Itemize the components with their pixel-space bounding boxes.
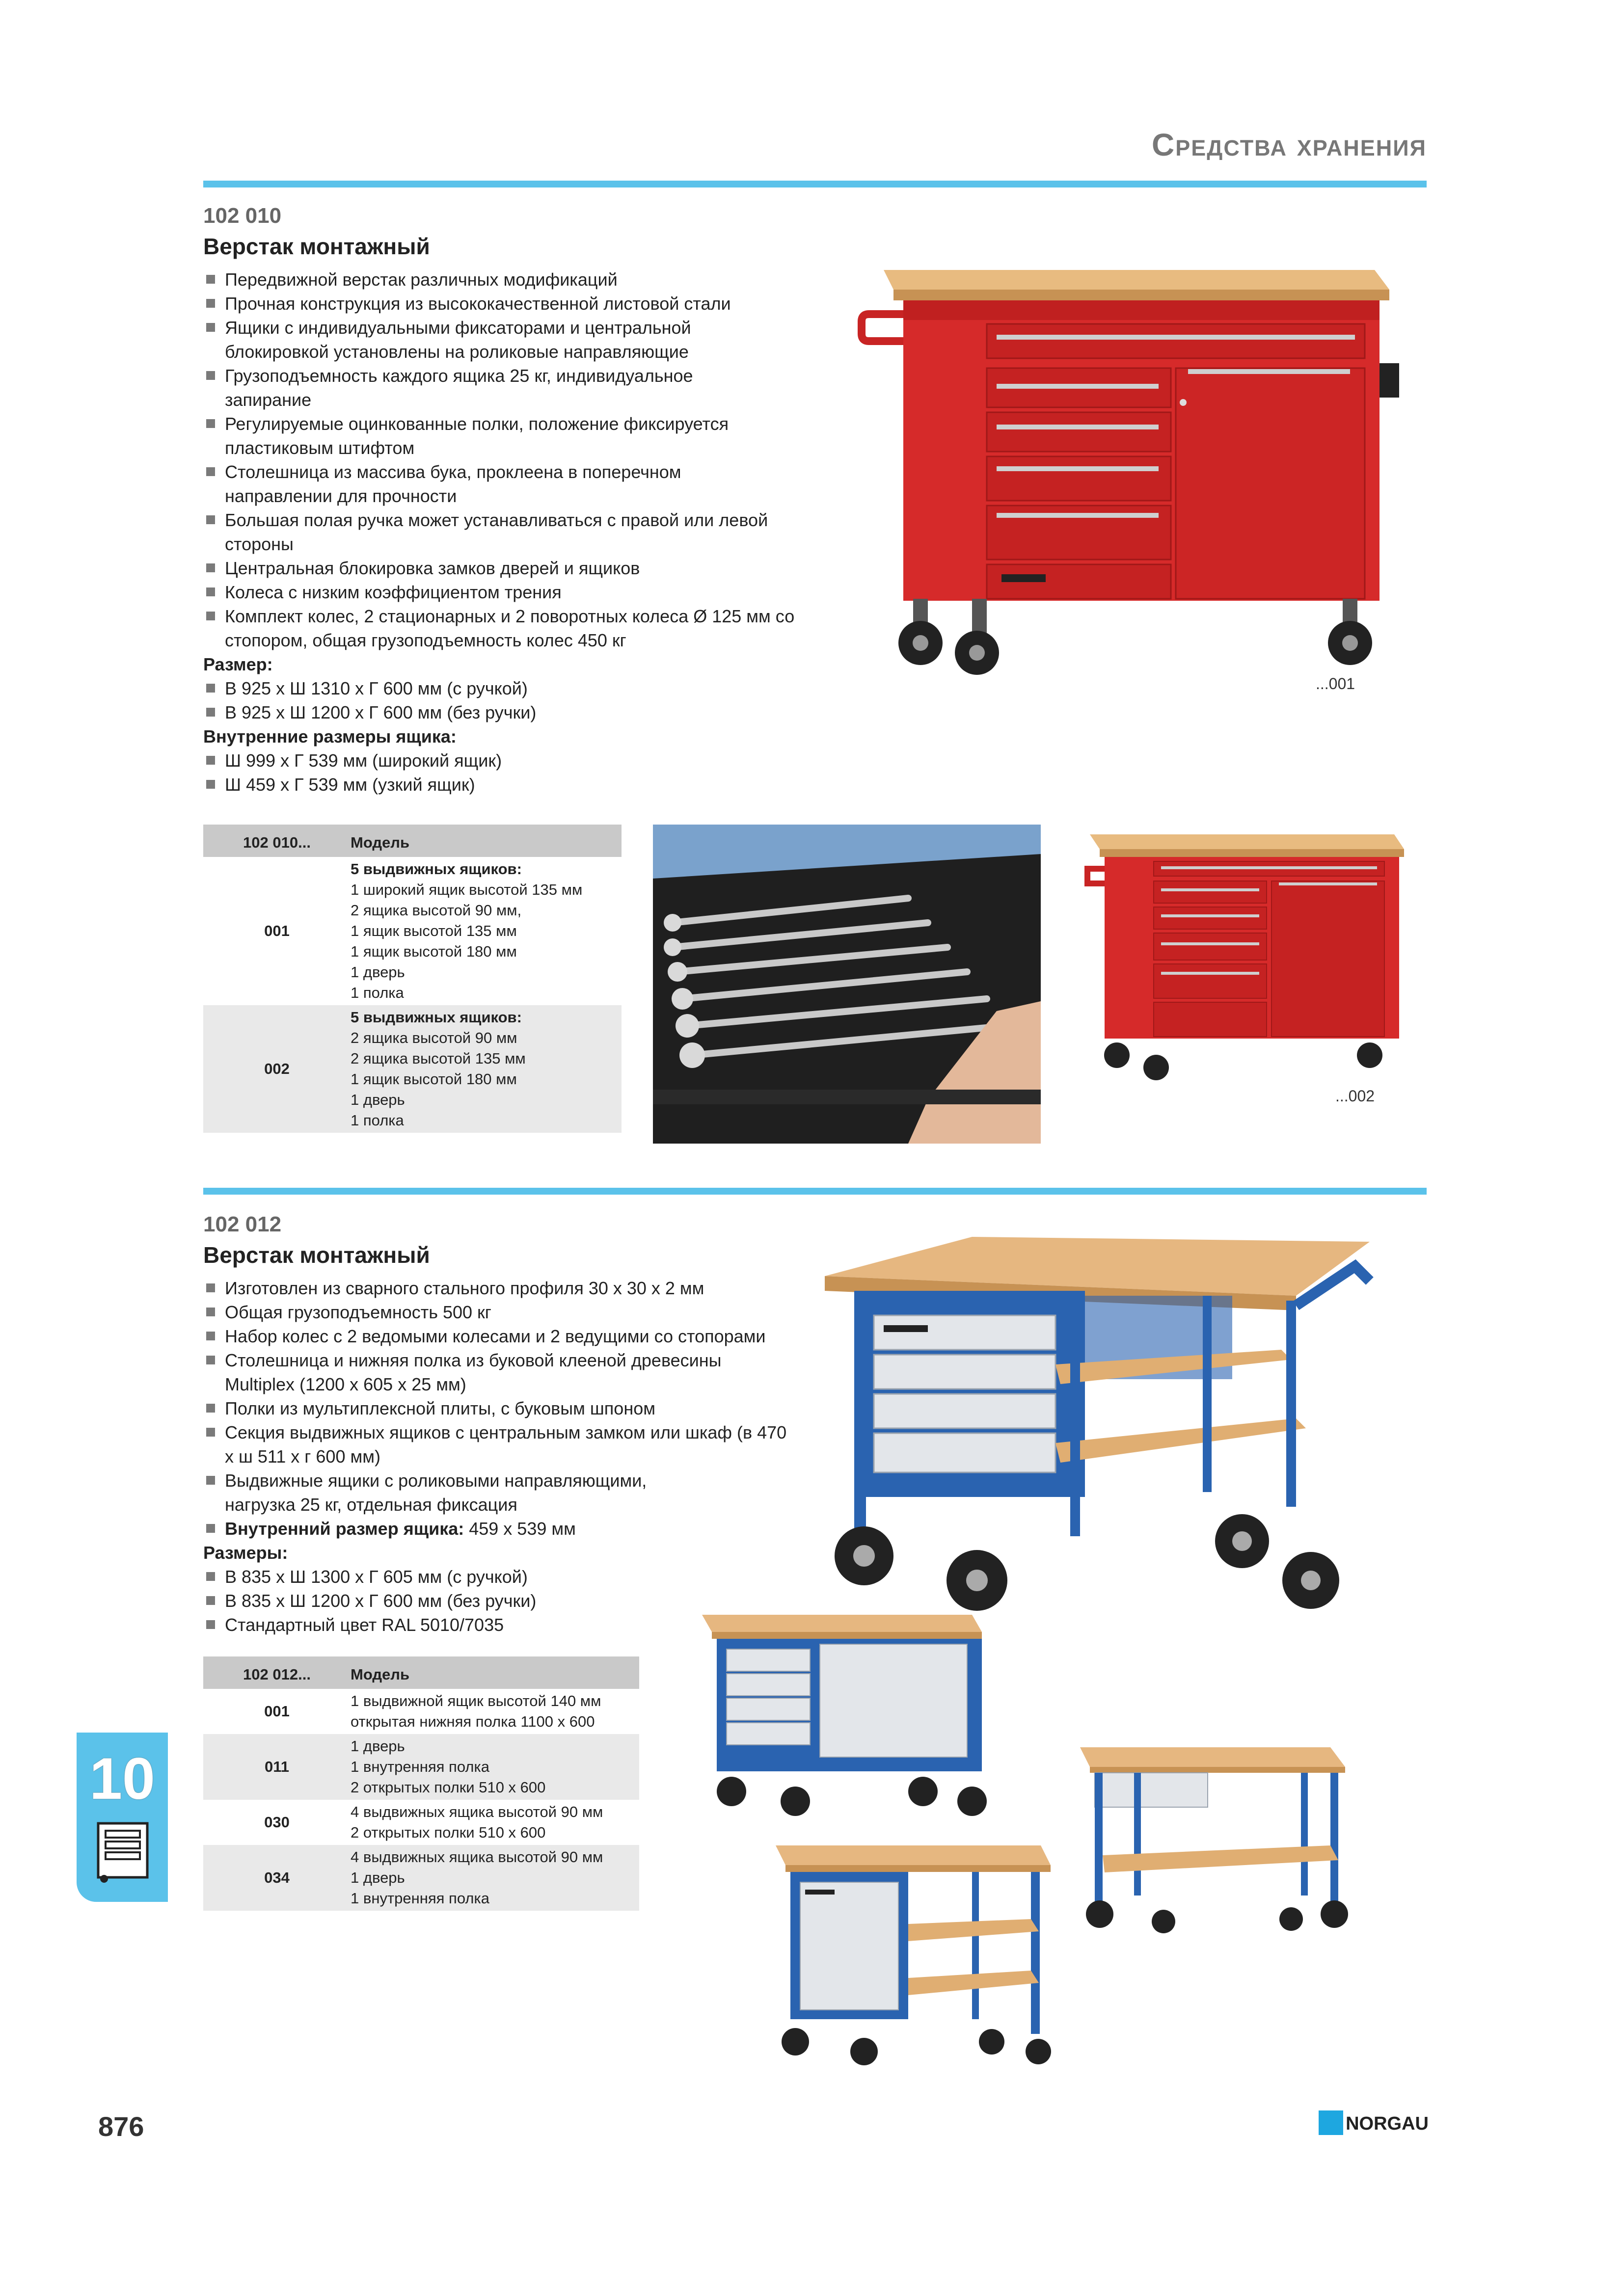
feature-item: Столешница и нижняя полка из буковой клееной древесины Multiplex (1200 х 605 х 25 мм) <box>203 1348 775 1396</box>
product2-code: 102 012 <box>203 1212 282 1236</box>
row-line: 1 ящик высотой 135 мм <box>351 922 517 939</box>
row-line: 1 выдвижной ящик высотой 140 мм <box>351 1692 601 1709</box>
row-head: 5 выдвижных ящиков: <box>351 1009 522 1026</box>
row-line: 1 дверь <box>351 963 405 981</box>
row-line: 4 выдвижных ящика высотой 90 мм <box>351 1848 603 1866</box>
row-line: 1 полка <box>351 1112 404 1129</box>
chapter-number: 10 <box>89 1746 155 1812</box>
feature-item: Грузоподъемность каждого ящика 25 кг, индивидуальное запирание <box>203 364 765 412</box>
table-row <box>203 1800 639 1845</box>
feature-item: Большая полая ручка может устанавливаться с правой или левой стороны <box>203 508 814 556</box>
product1-code: 102 010 <box>203 204 282 228</box>
product2-title: Верстак монтажный <box>203 1242 430 1268</box>
feature-item: Столешница из массива бука, проклеена в поперечном направлении для прочности <box>203 460 755 508</box>
table-header <box>203 1656 639 1689</box>
product2-description <box>203 1276 817 1637</box>
row-line: 1 дверь <box>351 1737 405 1755</box>
feature-item: Передвижной верстак различных модификаций <box>203 267 841 292</box>
size-item: В 835 х Ш 1200 х Г 600 мм (без ручки) <box>203 1589 817 1613</box>
brand-square-icon <box>1319 2110 1343 2135</box>
size-heading: Размер: <box>203 654 273 674</box>
table-row <box>203 1845 639 1911</box>
row-code: 034 <box>203 1845 351 1911</box>
size-item: Стандартный цвет RAL 5010/7035 <box>203 1613 817 1637</box>
blue-workbench-open-image <box>1075 1737 1355 1934</box>
row-line: 2 открытых полки 510 х 600 <box>351 1779 546 1796</box>
row-line: 1 полка <box>351 984 404 1001</box>
col-model-header: Модель <box>351 825 622 857</box>
header-rule <box>203 181 1427 187</box>
size-item: В 835 х Ш 1300 х Г 605 мм (с ручкой) <box>203 1565 817 1589</box>
row-line: 2 открытых полки 510 х 600 <box>351 1824 546 1841</box>
image-caption-001: ...001 <box>1316 675 1355 693</box>
row-code: 011 <box>203 1734 351 1800</box>
col-code-header: 102 012... <box>203 1656 351 1689</box>
storage-cabinet-icon <box>93 1821 152 1885</box>
row-head: 5 выдвижных ящиков: <box>351 860 522 878</box>
feature-item: Комплект колес, 2 стационарных и 2 поворотных колеса Ø 125 мм со стопором, общая грузоподъемность колес 450 кг <box>203 604 843 652</box>
inner-size-item: Ш 999 х Г 539 мм (широкий ящик) <box>203 748 841 773</box>
feature-item: Полки из мультиплексной плиты, с буковым шпоном <box>203 1396 817 1420</box>
red-workbench-002-image <box>1080 825 1424 1099</box>
inner-size-heading: Внутренние размеры ящика: <box>203 726 457 747</box>
feature-item: Прочная конструкция из высококачественной листовой стали <box>203 292 841 316</box>
row-line: 2 ящика высотой 90 мм, <box>351 902 522 919</box>
row-line: 1 ящик высотой 180 мм <box>351 1070 517 1088</box>
row-line: 1 дверь <box>351 1091 405 1108</box>
row-line: открытая нижняя полка 1100 х 600 <box>351 1713 595 1730</box>
inner-size-item <box>203 1517 817 1541</box>
row-line: 1 широкий ящик высотой 135 мм <box>351 881 583 898</box>
page-number: 876 <box>98 2111 144 2142</box>
section-title: Средства хранения <box>1152 127 1427 162</box>
row-line: 2 ящика высотой 90 мм <box>351 1029 517 1046</box>
blue-workbench-image <box>825 1237 1380 1639</box>
row-code: 002 <box>203 1005 351 1133</box>
row-line: 1 дверь <box>351 1869 405 1886</box>
row-line: 1 внутренняя полка <box>351 1890 489 1907</box>
feature-item: Ящики с индивидуальными фиксаторами и центральной блокировкой установлены на роликовые направляющие <box>203 316 755 364</box>
feature-item: Выдвижные ящики с роликовыми направляющими, нагрузка 25 кг, отдельная фиксация <box>203 1468 716 1517</box>
inner-size-value: 459 х 539 мм <box>464 1519 576 1539</box>
row-code: 001 <box>264 1703 290 1720</box>
product1-description <box>203 267 841 797</box>
product2-spec-table <box>203 1656 639 1911</box>
blue-workbench-variant-image <box>697 1605 992 1821</box>
row-line: 4 выдвижных ящика высотой 90 мм <box>351 1803 603 1820</box>
row-line: 2 ящика высотой 135 мм <box>351 1050 526 1067</box>
row-line: 1 ящик высотой 180 мм <box>351 943 517 960</box>
size-heading: Размеры: <box>203 1543 288 1563</box>
inner-size-item: Ш 459 х Г 539 мм (узкий ящик) <box>203 773 841 797</box>
feature-item: Центральная блокировка замков дверей и ящиков <box>203 556 841 580</box>
product1-spec-table <box>203 825 622 1133</box>
feature-item: Общая грузоподъемность 500 кг <box>203 1300 817 1324</box>
brand-name: NORGAU <box>1346 2113 1429 2134</box>
table-row <box>203 1005 622 1133</box>
row-line: 1 внутренняя полка <box>351 1758 489 1775</box>
row-code: 030 <box>264 1814 290 1831</box>
row-code: 001 <box>264 922 290 939</box>
col-model-header: Модель <box>351 1656 639 1689</box>
drawer-tools-photo <box>653 825 1041 1144</box>
table-row <box>203 1734 639 1800</box>
red-workbench-image <box>854 255 1409 697</box>
size-item: В 925 х Ш 1310 х Г 600 мм (с ручкой) <box>203 676 841 700</box>
feature-item: Изготовлен из сварного стального профиля 30 х 30 х 2 мм <box>203 1276 817 1300</box>
size-item: В 925 х Ш 1200 х Г 600 мм (без ручки) <box>203 700 841 724</box>
image-caption-002: ...002 <box>1335 1087 1375 1105</box>
feature-item: Набор колес с 2 ведомыми колесами и 2 ведущими со стопорами <box>203 1324 817 1348</box>
table-row <box>203 857 622 1005</box>
feature-item: Колеса с низким коэффициентом трения <box>203 580 841 604</box>
blue-workbench-cabinet-image <box>766 1836 1065 2071</box>
col-code-header: 102 010... <box>203 825 351 857</box>
inner-size-label: Внутренний размер ящика: <box>225 1519 464 1539</box>
feature-item: Регулируемые оцинкованные полки, положение фиксируется пластиковым штифтом <box>203 412 794 460</box>
table-row <box>203 1689 639 1734</box>
product1-title: Верстак монтажный <box>203 234 430 259</box>
table-header <box>203 825 622 857</box>
feature-item: Секция выдвижных ящиков с центральным замком или шкаф (в 470 х ш 511 х г 600 мм) <box>203 1420 794 1468</box>
section-rule <box>203 1188 1427 1195</box>
